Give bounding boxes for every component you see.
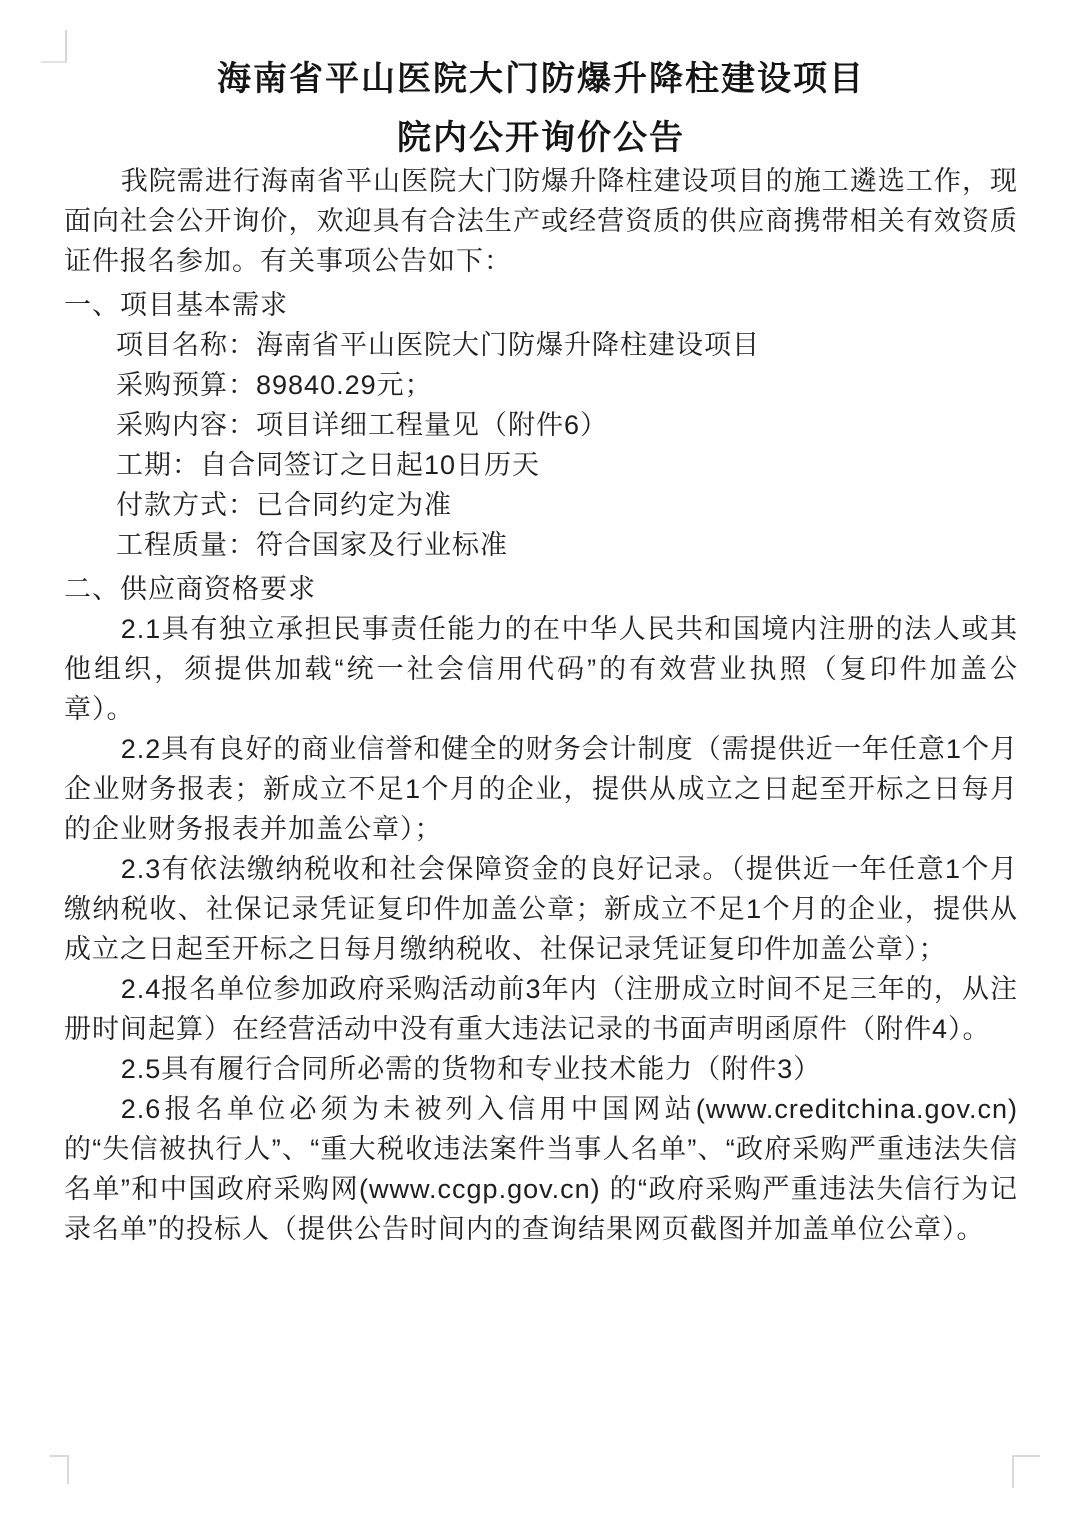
- project-name-line: 项目名称：海南省平山医院大门防爆升降柱建设项目: [116, 330, 760, 360]
- procurement-content-line: 采购内容：项目详细工程量见（附件6）: [116, 410, 609, 440]
- payment-method-line: 付款方式：已合同约定为准: [116, 490, 452, 520]
- scan-corner-mark-bottom-left: [50, 1455, 69, 1484]
- section1-heading: 一、项目基本需求: [64, 290, 288, 320]
- section2-heading: 二、供应商资格要求: [64, 574, 316, 604]
- document-title-line2: 院内公开询价公告: [397, 119, 685, 157]
- clause-2-4: 2.4报名单位参加政府采购活动前3年内（注册成立时间不足三年的，从注册时间起算）在经营活动中没有重大违法记录的书面声明函原件（附件4）。: [64, 974, 1018, 1044]
- clause-2-3: 2.3有依法缴纳税收和社会保障资金的良好记录。（提供近一年任意1个月缴纳税收、社保记录凭证复印件加盖公章；新成立不足1个月的企业，提供从成立之日起至开标之日每月缴纳税收、社保记录凭证复印件加盖公章）；: [64, 854, 1018, 964]
- clause-2-2: 2.2具有良好的商业信誉和健全的财务会计制度（需提供近一年任意1个月企业财务报表；新成立不足1个月的企业，提供从成立之日起至开标之日每月的企业财务报表并加盖公章）；: [64, 734, 1018, 844]
- construction-period-line: 工期：自合同签订之日起10日历天: [116, 450, 541, 480]
- scan-corner-mark-bottom-right: [1012, 1455, 1040, 1488]
- procurement-budget-line: 采购预算：89840.29元；: [116, 370, 433, 400]
- clause-2-1: 2.1具有独立承担民事责任能力的在中华人民共和国境内注册的法人或其他组织，须提供加载“统一社会信用代码”的有效营业执照（复印件加盖公章）。: [64, 614, 1018, 724]
- intro-paragraph: 我院需进行海南省平山医院大门防爆升降柱建设项目的施工遴选工作，现面向社会公开询价，欢迎具有合法生产或经营资质的供应商携带相关有效资质证件报名参加。有关事项公告如下：: [64, 166, 1018, 276]
- project-quality-line: 工程质量：符合国家及行业标准: [116, 530, 508, 560]
- clause-2-5: 2.5具有履行合同所必需的货物和专业技术能力（附件3）: [120, 1054, 822, 1084]
- document-title-line1: 海南省平山医院大门防爆升降柱建设项目: [217, 60, 865, 98]
- clause-2-6: 2.6报名单位必须为未被列入信用中国网站(www.creditchina.gov.cn)的“失信被执行人”、“重大税收违法案件当事人名单”、“政府采购严重违法失信名单”和中国政府采购网(www.ccgp.gov.cn) 的“政府采购严重违法失信行为记录名单”的投标人（提供公告时间内的查询结果网页截图并加盖单位公章）。: [64, 1094, 1018, 1244]
